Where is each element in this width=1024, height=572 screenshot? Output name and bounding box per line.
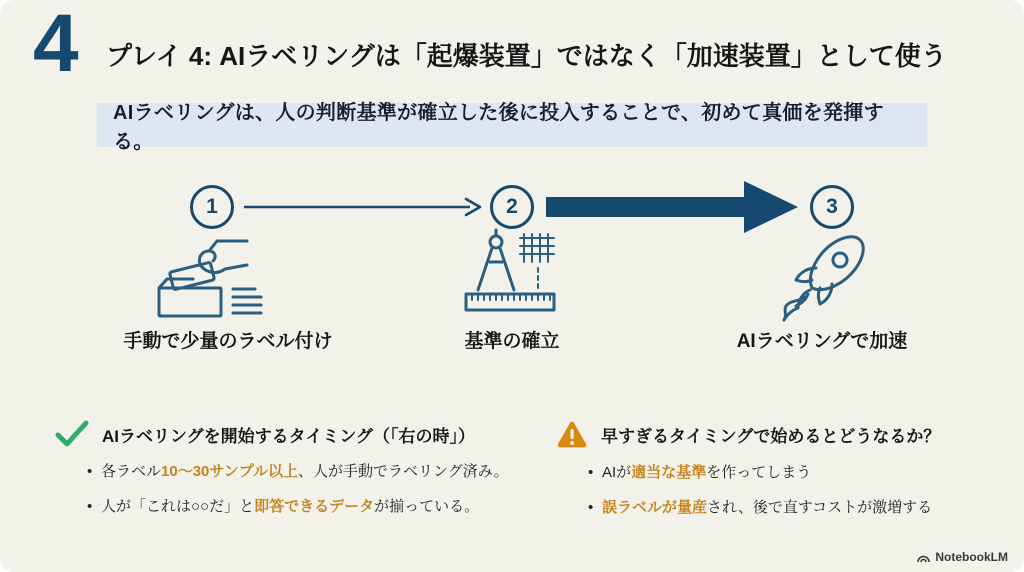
timing-heading-text: AIラベリングを開始するタイミング（「右の時」）: [102, 426, 475, 446]
slide-title: プレイ 4: AIラベリングは「起爆装置」ではなく「加速装置」として使う: [106, 41, 947, 71]
timing-section: [55, 420, 540, 518]
arrow-right-bold-icon: [546, 181, 800, 233]
highlight-text: 10〜30サンプル以上: [161, 463, 299, 480]
warning-section-heading: [556, 420, 1011, 449]
key-message-banner: AIラベリングは、人の判断基準が確立した後に投入することで、初めて真価を発揮する。: [97, 103, 927, 147]
warning-bullet-1: • AIが適当な基準を作ってしまう: [602, 462, 1011, 484]
step-2-label: 基準の確立: [464, 331, 560, 352]
warning-heading-text: 早すぎるタイミングで始めるとどうなるか？: [601, 427, 941, 446]
footer-brand-text: NotebookLM: [935, 550, 1008, 564]
rocket-icon: [768, 230, 872, 322]
timing-bullet-2: • 人が「これは○○だ」と即答できるデータが揃っている。: [101, 496, 540, 518]
warning-icon: [556, 420, 588, 449]
step-3-circle: 3: [810, 185, 854, 229]
arrow-right-thin-icon: [242, 195, 484, 219]
warning-bullet-2: • 誤ラベルが量産され、後で直すコストが激増する: [602, 497, 1011, 519]
highlight-text: 適当な基準: [631, 464, 707, 481]
notebooklm-logo-icon: [916, 551, 931, 564]
check-icon: [55, 420, 89, 448]
warning-bullets: [556, 462, 1011, 519]
step-2-circle: 2: [490, 185, 534, 229]
footer-brand: [916, 550, 1008, 564]
timing-section-heading: [55, 420, 540, 448]
step-1-circle: 1: [190, 185, 234, 229]
compass-ruler-icon: [450, 228, 574, 324]
warning-section: [556, 420, 1011, 519]
timing-bullets: [55, 461, 540, 518]
highlight-text: 即答できるデータ: [254, 497, 375, 515]
highlight-text: 誤ラベルが量産: [602, 498, 708, 516]
step-3-label: AIラベリングで加速: [736, 331, 908, 352]
step-1-label: 手動で少量のラベル付け: [123, 331, 333, 352]
hand-labeling-icon: [143, 233, 267, 323]
slide-number: 4: [33, 0, 77, 89]
timing-bullet-1: • 各ラベル10〜30サンプル以上、人が手動でラベリング済み。: [101, 461, 540, 483]
